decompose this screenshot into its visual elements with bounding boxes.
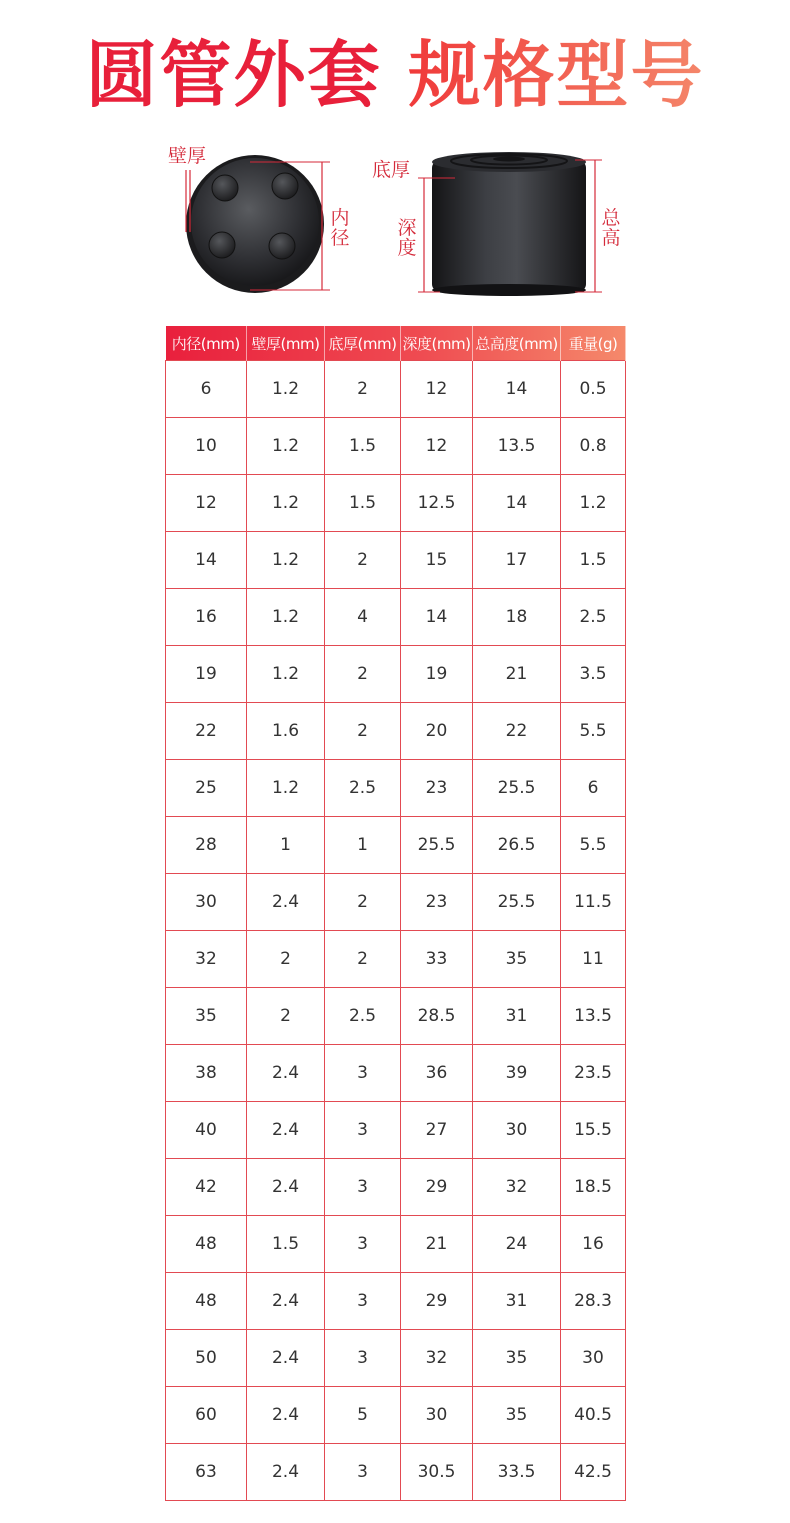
- table-cell: 35: [166, 988, 247, 1045]
- table-cell: 1: [247, 817, 325, 874]
- table-cell: 3: [325, 1273, 401, 1330]
- table-cell: 3: [325, 1159, 401, 1216]
- table-row: [166, 703, 626, 760]
- table-cell: 50: [166, 1330, 247, 1387]
- table-row: [166, 646, 626, 703]
- table-cell: 42: [166, 1159, 247, 1216]
- column-header: 总高度(mm): [473, 326, 561, 361]
- table-row: [166, 1273, 626, 1330]
- table-cell: 31: [473, 1273, 561, 1330]
- table-cell: 30: [166, 874, 247, 931]
- table-cell: 28: [166, 817, 247, 874]
- table-cell: 2.4: [247, 1045, 325, 1102]
- table-cell: 25: [166, 760, 247, 817]
- table-cell: 23: [401, 760, 473, 817]
- table-cell: 2: [325, 874, 401, 931]
- table-cell: 30: [561, 1330, 626, 1387]
- table-cell: 2: [247, 931, 325, 988]
- table-cell: 25.5: [473, 760, 561, 817]
- table-cell: 14: [401, 589, 473, 646]
- table-cell: 33.5: [473, 1444, 561, 1501]
- table-cell: 38: [166, 1045, 247, 1102]
- table-cell: 12: [166, 475, 247, 532]
- table-cell: 3: [325, 1444, 401, 1501]
- table-row: [166, 760, 626, 817]
- label-inner: 内径: [330, 207, 350, 249]
- table-row: [166, 1387, 626, 1444]
- spec-table-header: [166, 326, 626, 361]
- table-row: [166, 1216, 626, 1273]
- table-cell: 3: [325, 1330, 401, 1387]
- table-cell: 23.5: [561, 1045, 626, 1102]
- table-cell: 1.2: [247, 418, 325, 475]
- table-cell: 15: [401, 532, 473, 589]
- table-cell: 25.5: [473, 874, 561, 931]
- table-cell: 2: [325, 361, 401, 418]
- spec-table-body: [166, 361, 626, 1501]
- table-cell: 48: [166, 1216, 247, 1273]
- table-cell: 1.5: [325, 418, 401, 475]
- table-cell: 25.5: [401, 817, 473, 874]
- table-cell: 5.5: [561, 703, 626, 760]
- table-row: [166, 1330, 626, 1387]
- table-cell: 12.5: [401, 475, 473, 532]
- table-cell: 3: [325, 1045, 401, 1102]
- table-cell: 40.5: [561, 1387, 626, 1444]
- table-cell: 16: [166, 589, 247, 646]
- table-cell: 19: [401, 646, 473, 703]
- table-cell: 35: [473, 1387, 561, 1444]
- table-cell: 1.2: [561, 475, 626, 532]
- table-cell: 2.5: [325, 988, 401, 1045]
- cap-top-view: [186, 155, 324, 293]
- table-cell: 1.6: [247, 703, 325, 760]
- table-cell: 5: [325, 1387, 401, 1444]
- table-cell: 21: [473, 646, 561, 703]
- table-cell: 2: [325, 646, 401, 703]
- table-cell: 2.4: [247, 1444, 325, 1501]
- table-cell: 20: [401, 703, 473, 760]
- table-cell: 28.3: [561, 1273, 626, 1330]
- table-cell: 14: [473, 361, 561, 418]
- table-cell: 5.5: [561, 817, 626, 874]
- page-title: [0, 30, 790, 120]
- table-cell: 13.5: [473, 418, 561, 475]
- table-cell: 19: [166, 646, 247, 703]
- table-row: [166, 931, 626, 988]
- table-cell: 0.8: [561, 418, 626, 475]
- table-cell: 22: [473, 703, 561, 760]
- table-cell: 31: [473, 988, 561, 1045]
- table-cell: 22: [166, 703, 247, 760]
- table-cell: 36: [401, 1045, 473, 1102]
- table-cell: 2.5: [325, 760, 401, 817]
- table-row: [166, 475, 626, 532]
- label-bottom: 底厚: [372, 159, 411, 181]
- table-cell: 2: [325, 931, 401, 988]
- table-cell: 6: [166, 361, 247, 418]
- table-cell: 16: [561, 1216, 626, 1273]
- table-cell: 1.5: [325, 475, 401, 532]
- table-cell: 35: [473, 931, 561, 988]
- table-cell: 10: [166, 418, 247, 475]
- table-cell: 3: [325, 1216, 401, 1273]
- label-total-height: 总高: [601, 207, 621, 249]
- table-cell: 4: [325, 589, 401, 646]
- table-cell: 1.2: [247, 589, 325, 646]
- table-cell: 35: [473, 1330, 561, 1387]
- table-row: [166, 817, 626, 874]
- table-cell: 2.4: [247, 1273, 325, 1330]
- table-cell: 0.5: [561, 361, 626, 418]
- table-cell: 28.5: [401, 988, 473, 1045]
- table-cell: 1.2: [247, 646, 325, 703]
- table-cell: 32: [401, 1330, 473, 1387]
- title-part2: 规格型号: [408, 33, 705, 117]
- table-cell: 60: [166, 1387, 247, 1444]
- table-cell: 27: [401, 1102, 473, 1159]
- table-cell: 1.5: [247, 1216, 325, 1273]
- table-cell: 26.5: [473, 817, 561, 874]
- table-cell: 13.5: [561, 988, 626, 1045]
- table-cell: 39: [473, 1045, 561, 1102]
- title-part1: 圆管外套: [85, 33, 382, 117]
- table-cell: 1.2: [247, 361, 325, 418]
- table-row: [166, 589, 626, 646]
- table-cell: 42.5: [561, 1444, 626, 1501]
- table-cell: 40: [166, 1102, 247, 1159]
- table-cell: 15.5: [561, 1102, 626, 1159]
- table-row: [166, 361, 626, 418]
- table-cell: 2.4: [247, 1330, 325, 1387]
- table-cell: 18.5: [561, 1159, 626, 1216]
- table-cell: 17: [473, 532, 561, 589]
- table-row: [166, 1102, 626, 1159]
- product-diagram: [0, 140, 790, 310]
- table-cell: 12: [401, 361, 473, 418]
- table-cell: 29: [401, 1273, 473, 1330]
- table-cell: 29: [401, 1159, 473, 1216]
- table-cell: 2.4: [247, 1159, 325, 1216]
- table-cell: 30.5: [401, 1444, 473, 1501]
- table-row: [166, 988, 626, 1045]
- table-cell: 32: [166, 931, 247, 988]
- cap-side-view: [432, 152, 586, 296]
- column-header: 内径(mm): [166, 326, 247, 361]
- table-cell: 63: [166, 1444, 247, 1501]
- table-cell: 2.4: [247, 1102, 325, 1159]
- table-cell: 48: [166, 1273, 247, 1330]
- column-header: 重量(g): [561, 326, 626, 361]
- table-cell: 12: [401, 418, 473, 475]
- table-cell: 11: [561, 931, 626, 988]
- column-header: 壁厚(mm): [247, 326, 325, 361]
- table-cell: 1.5: [561, 532, 626, 589]
- table-cell: 1.2: [247, 760, 325, 817]
- table-cell: 2.4: [247, 1387, 325, 1444]
- table-cell: 2.4: [247, 874, 325, 931]
- label-depth: 深度: [397, 217, 417, 259]
- table-cell: 1.2: [247, 532, 325, 589]
- table-cell: 2: [325, 703, 401, 760]
- table-row: [166, 1444, 626, 1501]
- table-cell: 30: [473, 1102, 561, 1159]
- table-cell: 18: [473, 589, 561, 646]
- table-cell: 21: [401, 1216, 473, 1273]
- column-header: 深度(mm): [401, 326, 473, 361]
- table-cell: 14: [473, 475, 561, 532]
- table-cell: 1: [325, 817, 401, 874]
- table-row: [166, 874, 626, 931]
- table-cell: 33: [401, 931, 473, 988]
- spec-table: [165, 326, 626, 1501]
- table-row: [166, 418, 626, 475]
- table-cell: 1.2: [247, 475, 325, 532]
- table-cell: 3.5: [561, 646, 626, 703]
- table-row: [166, 1159, 626, 1216]
- table-cell: 3: [325, 1102, 401, 1159]
- table-row: [166, 1045, 626, 1102]
- table-cell: 23: [401, 874, 473, 931]
- table-cell: 2: [325, 532, 401, 589]
- table-cell: 2: [247, 988, 325, 1045]
- label-wall: 壁厚: [168, 145, 207, 167]
- column-header: 底厚(mm): [325, 326, 401, 361]
- table-cell: 11.5: [561, 874, 626, 931]
- table-cell: 6: [561, 760, 626, 817]
- table-cell: 24: [473, 1216, 561, 1273]
- table-cell: 32: [473, 1159, 561, 1216]
- table-row: [166, 532, 626, 589]
- table-cell: 14: [166, 532, 247, 589]
- table-cell: 2.5: [561, 589, 626, 646]
- table-cell: 30: [401, 1387, 473, 1444]
